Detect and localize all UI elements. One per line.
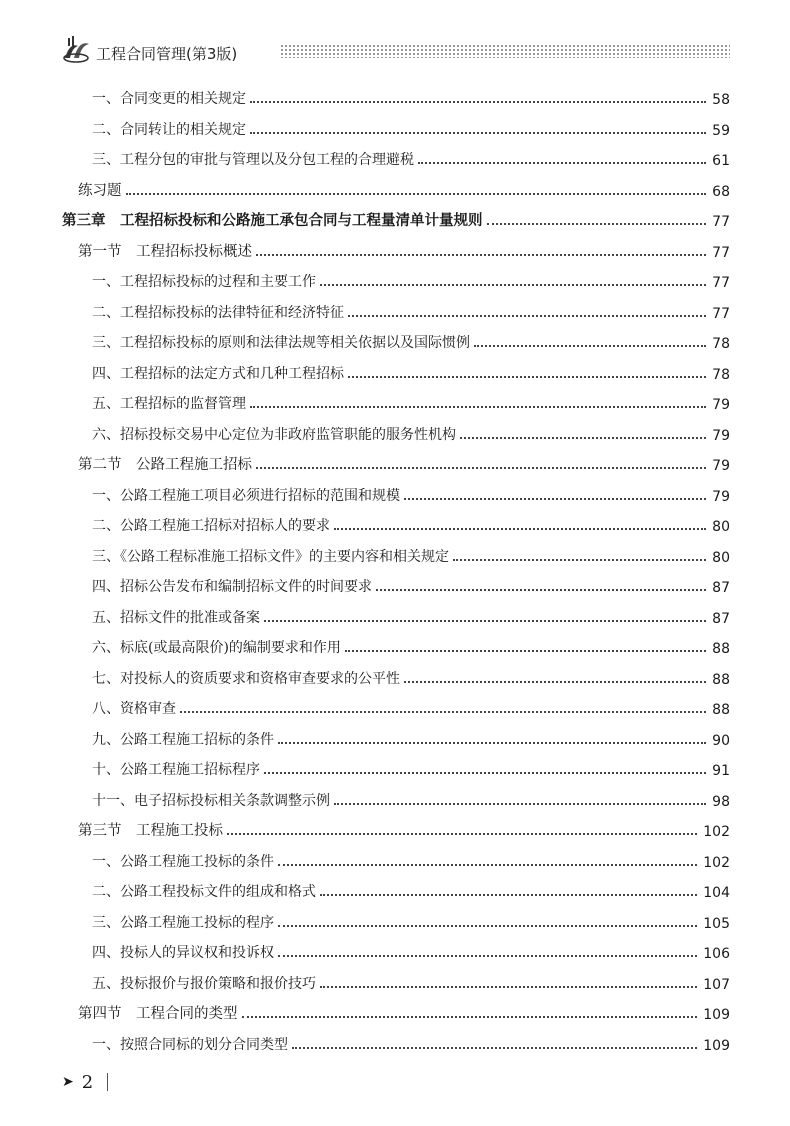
toc-entry-page: 88 bbox=[712, 641, 730, 657]
dot-leader bbox=[278, 864, 697, 866]
toc-entry-section bbox=[78, 1001, 730, 1023]
toc-entry-item bbox=[92, 757, 730, 779]
toc-entry-page: 78 bbox=[712, 366, 730, 383]
toc-entry-page: 80 bbox=[712, 519, 730, 535]
toc-entry-title: 八、资格审查 bbox=[92, 701, 176, 717]
toc-entry-item bbox=[92, 513, 730, 535]
toc-entry-item bbox=[92, 147, 730, 169]
dot-leader bbox=[278, 955, 697, 957]
toc-entry-item bbox=[92, 971, 730, 993]
toc-entry-item bbox=[92, 300, 730, 322]
book-title: 工程合同管理(第3版) bbox=[96, 45, 238, 63]
dot-leader bbox=[264, 620, 706, 622]
dot-leader bbox=[404, 681, 706, 683]
toc-entry-title: 五、投标报价与报价策略和报价技巧 bbox=[92, 975, 316, 992]
dot-leader bbox=[292, 1047, 697, 1049]
dot-leader bbox=[320, 284, 706, 286]
toc-entry-title: 三、公路工程施工投标的程序 bbox=[92, 914, 274, 931]
toc-entry-title: 十、公路工程施工招标程序 bbox=[92, 762, 260, 778]
dot-leader bbox=[453, 559, 706, 561]
toc-entry-page: 109 bbox=[703, 1037, 730, 1054]
arrow-icon: ➤ bbox=[62, 1074, 74, 1090]
dot-leader bbox=[348, 315, 706, 317]
toc-entry-title: 七、对投标人的资质要求和资格审查要求的公平性 bbox=[92, 670, 400, 687]
footer-divider bbox=[107, 1073, 108, 1091]
toc-entry-title: 第三章 工程招标投标和公路施工承包合同与工程量清单计量规则 bbox=[62, 213, 483, 229]
toc-entry-title: 第四节 工程合同的类型 bbox=[78, 1006, 238, 1022]
dot-leader bbox=[334, 803, 706, 805]
toc-entry-title: 二、工程招标投标的法律特征和经济特征 bbox=[92, 304, 344, 321]
dot-leader bbox=[250, 101, 706, 103]
toc-entry-title: 二、合同转让的相关规定 bbox=[92, 121, 246, 138]
dot-leader bbox=[227, 833, 697, 835]
toc-entry-page: 79 bbox=[712, 397, 730, 413]
toc-entry-title: 第一节 工程招标投标概述 bbox=[78, 243, 252, 260]
toc-entry-page: 90 bbox=[712, 732, 730, 749]
toc-entry-page: 102 bbox=[703, 854, 730, 871]
toc-entry-title: 二、公路工程投标文件的组成和格式 bbox=[92, 884, 316, 900]
toc-entry-page: 87 bbox=[712, 610, 730, 627]
toc-entry-page: 109 bbox=[703, 1007, 730, 1023]
toc-entry-title: 三、工程分包的审批与管理以及分包工程的合理避税 bbox=[92, 152, 414, 168]
dot-leader bbox=[460, 437, 706, 439]
toc-entry-title: 四、投标人的异议权和投诉权 bbox=[92, 945, 274, 961]
toc-entry-title: 一、公路工程施工投标的条件 bbox=[92, 853, 274, 870]
toc-entry-item bbox=[92, 849, 730, 871]
toc-entry-title: 五、招标文件的批准或备案 bbox=[92, 609, 260, 626]
toc-entry-page: 77 bbox=[712, 214, 730, 230]
dot-leader bbox=[180, 711, 706, 713]
toc-entry-title: 第三节 工程施工投标 bbox=[78, 823, 223, 839]
toc-entry-page: 87 bbox=[712, 580, 730, 596]
book-logo-icon bbox=[62, 36, 94, 64]
toc-entry-title: 一、合同变更的相关规定 bbox=[92, 91, 246, 107]
toc-entry-item bbox=[92, 574, 730, 596]
toc-entry-item bbox=[92, 330, 730, 352]
toc-entry-page: 61 bbox=[712, 153, 730, 169]
toc-entry-title: 九、公路工程施工招标的条件 bbox=[92, 731, 274, 748]
dot-leader bbox=[320, 986, 697, 988]
toc-entry-item bbox=[92, 544, 730, 566]
dot-leader bbox=[404, 498, 706, 500]
toc-entry-item bbox=[92, 361, 730, 383]
dot-leader bbox=[474, 345, 706, 347]
dot-leader bbox=[345, 650, 706, 652]
dot-leader bbox=[256, 254, 706, 256]
toc-entry-section bbox=[78, 239, 730, 261]
toc-entry-item bbox=[92, 391, 730, 413]
page-number: 2 bbox=[81, 1071, 94, 1093]
toc-entry-section bbox=[78, 818, 730, 840]
dot-leader bbox=[320, 894, 697, 896]
toc-entry-page: 79 bbox=[712, 458, 730, 474]
toc-entry-title: 一、公路工程施工项目必须进行招标的范围和规模 bbox=[92, 487, 400, 504]
toc-entry-page: 68 bbox=[712, 183, 730, 200]
toc-entry-item bbox=[92, 483, 730, 505]
toc-entry-title: 三、工程招标投标的原则和法律法规等相关依据以及国际惯例 bbox=[92, 335, 470, 351]
dot-leader bbox=[242, 1016, 698, 1018]
toc-entry-page: 104 bbox=[703, 885, 730, 901]
toc-entry-page: 98 bbox=[712, 793, 730, 810]
toc-entry-title: 一、工程招标投标的过程和主要工作 bbox=[92, 274, 316, 290]
toc-entry-page: 88 bbox=[712, 702, 730, 718]
toc-entry-chapter bbox=[62, 208, 730, 230]
header-dot-rule bbox=[280, 44, 730, 58]
toc-entry-page: 77 bbox=[712, 305, 730, 322]
toc-entry-item bbox=[92, 117, 730, 139]
dot-leader bbox=[487, 223, 707, 225]
toc-entry-item bbox=[92, 727, 730, 749]
toc-entry-item bbox=[92, 422, 730, 444]
dot-leader bbox=[250, 406, 706, 408]
toc-entry-title: 三、《公路工程标准施工招标文件》的主要内容和相关规定 bbox=[92, 548, 449, 565]
toc-entry-item bbox=[92, 788, 730, 810]
toc-entry-item bbox=[92, 910, 730, 932]
toc-entry-item bbox=[92, 605, 730, 627]
toc-entry-page: 88 bbox=[712, 671, 730, 688]
toc-entry-item bbox=[92, 1032, 730, 1054]
dot-leader bbox=[348, 376, 706, 378]
toc-entry-item bbox=[92, 86, 730, 108]
toc-entry-item bbox=[92, 879, 730, 901]
toc-entry-page: 91 bbox=[712, 763, 730, 779]
toc-entry-title: 练习题 bbox=[78, 182, 122, 199]
toc-entry-item bbox=[92, 269, 730, 291]
toc-entry-item bbox=[92, 940, 730, 962]
dot-leader bbox=[126, 193, 707, 195]
toc-entry-title: 五、工程招标的监督管理 bbox=[92, 396, 246, 412]
toc-entry-item bbox=[92, 666, 730, 688]
toc-entry-section bbox=[78, 452, 730, 474]
toc-entry-title: 一、按照合同标的划分合同类型 bbox=[92, 1036, 288, 1053]
dot-leader bbox=[250, 132, 706, 134]
dot-leader bbox=[334, 528, 706, 530]
toc-entry-title: 四、招标公告发布和编制招标文件的时间要求 bbox=[92, 579, 372, 595]
toc-entry-page: 77 bbox=[712, 244, 730, 261]
toc-entry-page: 59 bbox=[712, 122, 730, 139]
toc-entry-page: 80 bbox=[712, 549, 730, 566]
toc-entry-title: 二、公路工程施工招标对招标人的要求 bbox=[92, 518, 330, 534]
toc-entry-item bbox=[92, 635, 730, 657]
page-footer bbox=[62, 1072, 108, 1092]
dot-leader bbox=[256, 467, 706, 469]
toc-entry-page: 107 bbox=[703, 976, 730, 993]
toc-entry-page: 77 bbox=[712, 275, 730, 291]
toc-entry-title: 四、工程招标的法定方式和几种工程招标 bbox=[92, 365, 344, 382]
running-header bbox=[62, 34, 730, 68]
toc-entry-title: 六、招标投标交易中心定位为非政府监管职能的服务性机构 bbox=[92, 426, 456, 443]
toc-entry-page: 58 bbox=[712, 92, 730, 108]
toc-entry-page: 106 bbox=[703, 946, 730, 962]
dot-leader bbox=[376, 589, 706, 591]
toc-entry-page: 79 bbox=[712, 488, 730, 505]
toc-entry-title: 十一、电子招标投标相关条款调整示例 bbox=[92, 792, 330, 809]
dot-leader bbox=[264, 772, 706, 774]
dot-leader bbox=[278, 742, 706, 744]
toc-entry-page: 79 bbox=[712, 427, 730, 444]
toc-entry-page: 78 bbox=[712, 336, 730, 352]
toc-entry-title: 第二节 公路工程施工招标 bbox=[78, 457, 252, 473]
toc-entry-page: 105 bbox=[703, 915, 730, 932]
toc-entry-item bbox=[92, 696, 730, 718]
toc-entry-page: 102 bbox=[703, 824, 730, 840]
toc-entry-title: 六、标底(或最高限价)的编制要求和作用 bbox=[92, 640, 341, 656]
dot-leader bbox=[278, 925, 697, 927]
dot-leader bbox=[418, 162, 706, 164]
toc-entry-exercise bbox=[78, 178, 730, 200]
